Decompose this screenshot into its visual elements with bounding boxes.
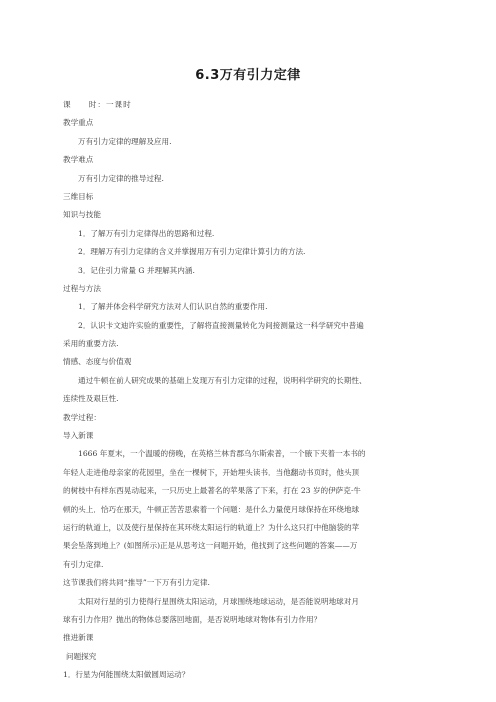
subsection-heading: 问题探究: [66, 651, 97, 661]
paragraph-continuation: 连续性及艰巨性.: [63, 394, 119, 404]
paragraph-continuation: 采用的重要方法.: [63, 339, 119, 349]
section-heading: 推进新课: [63, 633, 94, 643]
subsection-heading: 知识与技能: [63, 210, 101, 220]
section-heading: 教学重点: [63, 118, 94, 128]
paragraph: 这节课我们将共同“推导”一下万有引力定律.: [63, 578, 210, 588]
paragraph-continuation: 的树枝中有样东西晃动起来，一只历史上最著名的苹果落了下来，打在 23 岁的伊萨克·牛: [63, 486, 361, 496]
lesson-duration: 课 时：一课时: [63, 100, 132, 109]
list-item: 1．了解万有引力定律得出的思路和过程.: [78, 228, 215, 238]
paragraph: 1666 年夏末，一个温暖的傍晚，在英格兰林肯郡乌尔斯索普，一个腋下夹着一本书的: [78, 449, 366, 459]
paragraph: 万有引力定律的理解及应用.: [78, 136, 172, 146]
list-item: 2．理解万有引力定律的含义并掌握用万有引力定律计算引力的方法.: [78, 247, 306, 257]
section-heading: 导入新课: [63, 431, 94, 441]
subsection-heading: 情感、态度与价值观: [63, 357, 132, 367]
section-heading: 教学过程：: [63, 412, 101, 422]
list-item: 1．了解并体会科学研究方法对人们认识自然的重要作用.: [78, 302, 268, 312]
paragraph-continuation: 有引力定律.: [63, 559, 104, 569]
paragraph: 万有引力定律的推导过程.: [78, 173, 164, 183]
document-body: [63, 96, 435, 685]
paragraph-continuation: 顿的头上．恰巧在那天，牛顿正苦苦思索着一个问题：是什么力量使月球保持在环绕地球: [63, 504, 360, 514]
document-title: 6.3万有引力定律: [195, 68, 301, 83]
paragraph: 通过牛顿在前人研究成果的基础上发现万有引力定律的过程，说明科学研究的长期性、: [78, 375, 367, 385]
paragraph: 太阳对行星的引力使得行星围绕太阳运动，月球围绕地球运动，是否能说明地球对月: [78, 596, 359, 606]
subsection-heading: 过程与方法: [63, 283, 101, 293]
section-heading: 教学难点: [63, 155, 94, 165]
paragraph-continuation: 年轻人走进他母亲家的花园里，坐在一棵树下，开始埋头读书．当他翻动书页时，他头顶: [63, 467, 360, 477]
list-item: 3．记住引力常量 G 并理解其内涵.: [78, 265, 195, 275]
paragraph-continuation: 球有引力作用？抛出的物体总要落回地面，是否说明地球对物体有引力作用？: [63, 614, 322, 624]
section-heading: 三维目标: [63, 191, 94, 201]
paragraph-continuation: 运行的轨道上，以及使行星保持在其环绕太阳运行的轨道上？为什么这只打中他脑袋的苹: [63, 522, 360, 532]
list-item: 2．认识卡文迪许实验的重要性，了解将直接测量转化为间接测量这一科学研究中普遍: [78, 320, 364, 330]
paragraph-continuation: 果会坠落到地上？(如图所示)正是从思考这一问题开始，他找到了这些问题的答案——万: [63, 541, 358, 551]
list-item: 1．行星为何能围绕太阳做圆周运动？: [63, 670, 190, 680]
